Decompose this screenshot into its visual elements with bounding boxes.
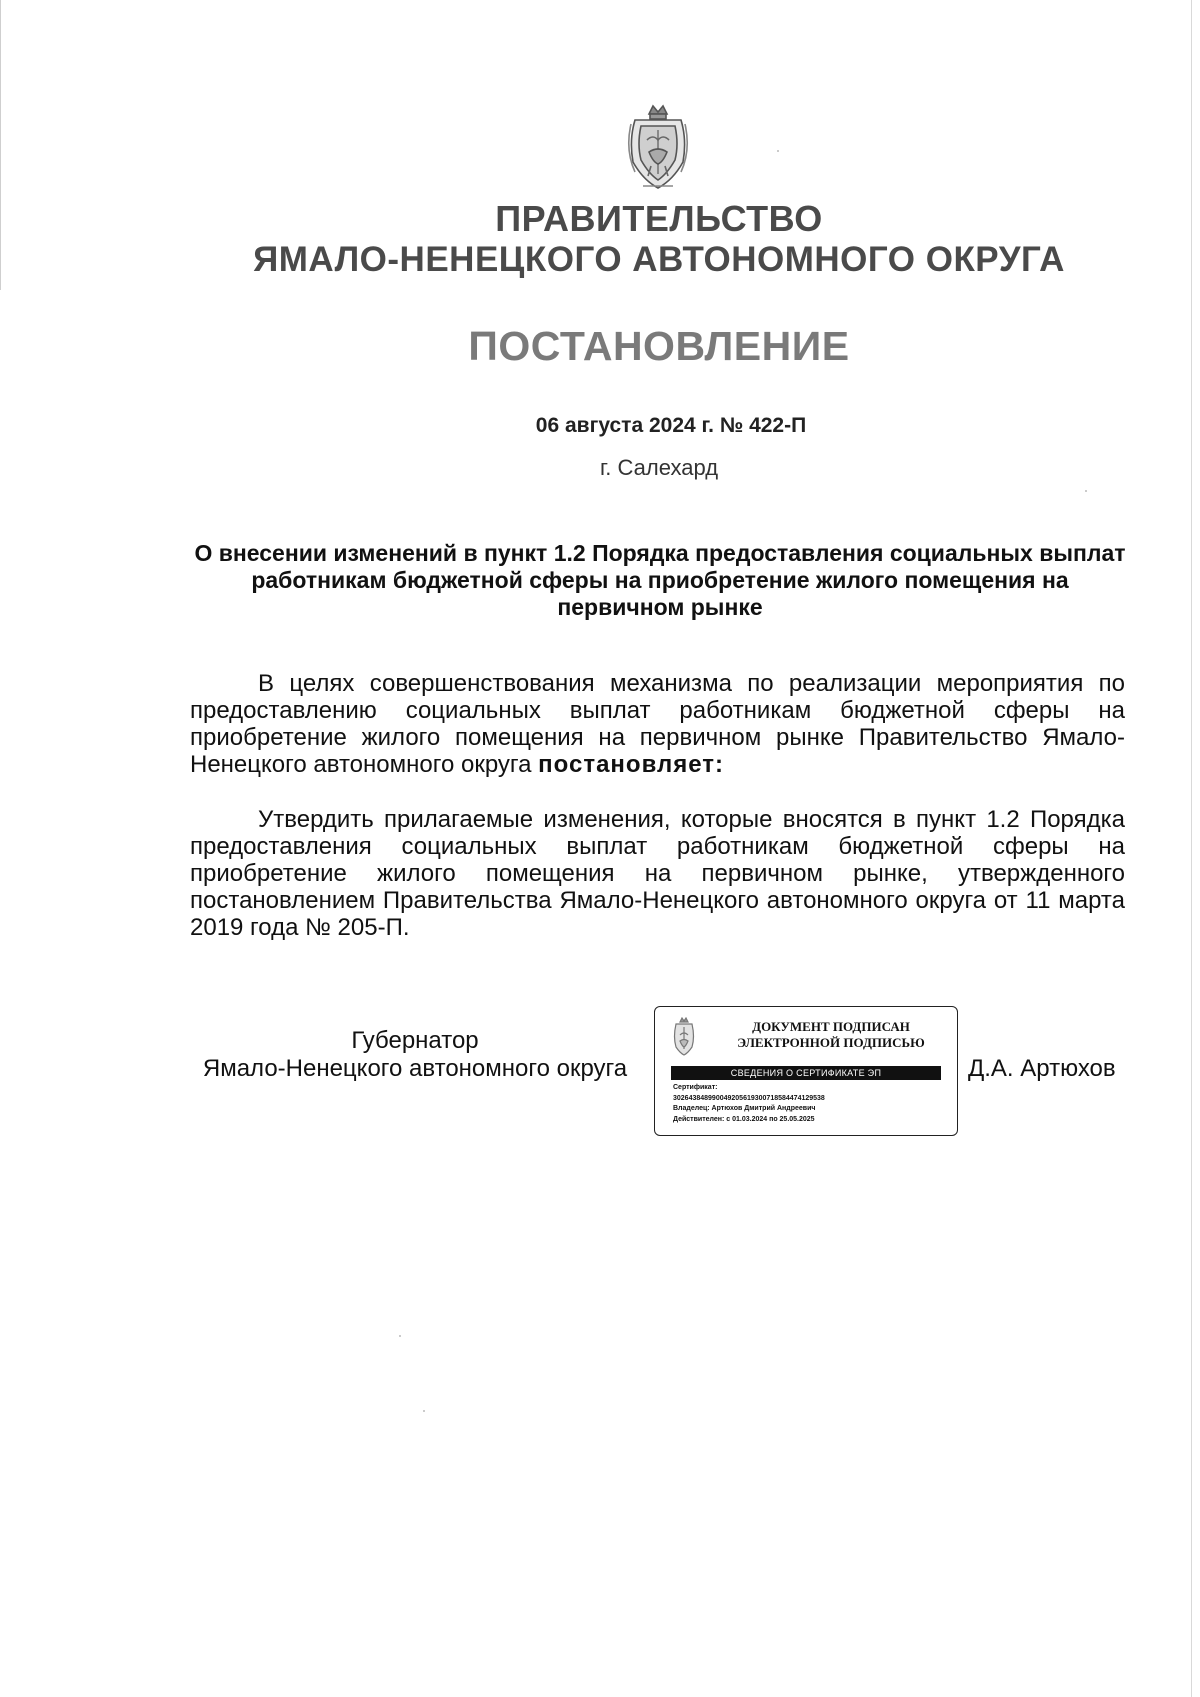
body-paragraph-2: Утвердить прилагаемые изменения, которые вносятся в пункт 1.2 Порядка предоставления социальных выплат работникам бюджетной сферы на приобретение жилого помещения на первичном рынке, утвержденного постановлением Правительства Ямало-Ненецкого автономного округа от 11 марта 2019 года № 205-П. [190, 806, 1125, 941]
certificate-number: 302643848990049205619300718584474129538 [673, 1094, 825, 1102]
body-paragraph-1 [190, 670, 1125, 778]
certificate-info-bar: СВЕДЕНИЯ О СЕРТИФИКАТЕ ЭП [671, 1066, 941, 1080]
org-name-line1: ПРАВИТЕЛЬСТВО [495, 198, 823, 239]
org-name-line2: ЯМАЛО-НЕНЕЦКОГО АВТОНОМНОГО ОКРУГА [253, 240, 1065, 279]
signatory-name: Д.А. Артюхов [968, 1055, 1116, 1082]
signatory-title-line2: Ямало-Ненецкого автономного округа [202, 1055, 628, 1082]
document-type: ПОСТАНОВЛЕНИЕ [468, 323, 850, 369]
electronic-signature-stamp [654, 1006, 958, 1136]
document-city: г. Салехард [599, 455, 719, 480]
scan-speck [777, 150, 779, 152]
certificate-details [673, 1083, 949, 1125]
scan-speck [399, 1335, 401, 1337]
document-date-number: 06 августа 2024 г. № 422-П [535, 414, 807, 437]
certificate-label: Сертификат: [673, 1084, 718, 1091]
coat-of-arms-icon [623, 100, 693, 194]
body-paragraph-1-resolve: постановляет: [538, 751, 725, 778]
esignature-heading-line2: ЭЛЕКТРОННОЙ ПОДПИСЬЮ [737, 1035, 925, 1050]
certificate-owner: Владелец: Артюхов Дмитрий Андреевич [673, 1105, 816, 1112]
document-subject: О внесении изменений в пункт 1.2 Порядка предоставления социальных выплат работникам бюджетной сферы на приобретение жилого помещения на первичном рынке [194, 540, 1126, 620]
esignature-heading [715, 1019, 947, 1051]
emblem-icon [671, 1017, 697, 1057]
scan-speck [423, 1410, 425, 1412]
signatory-title-line1: Губернатор [351, 1027, 479, 1054]
scan-speck [1085, 490, 1087, 492]
esignature-heading-line1: ДОКУМЕНТ ПОДПИСАН [752, 1019, 910, 1034]
signatory-title [190, 1027, 640, 1083]
body-paragraph-1-text: В целях совершенствования механизма по реализации мероприятия по предоставлению социальных выплат работникам бюджетной сферы на приобретение жилого помещения на первичном рынке Правительство Ямало-Ненецкого автономного округа [190, 670, 1125, 778]
certificate-validity: Действителен: с 01.03.2024 по 25.05.2025 [673, 1115, 815, 1123]
